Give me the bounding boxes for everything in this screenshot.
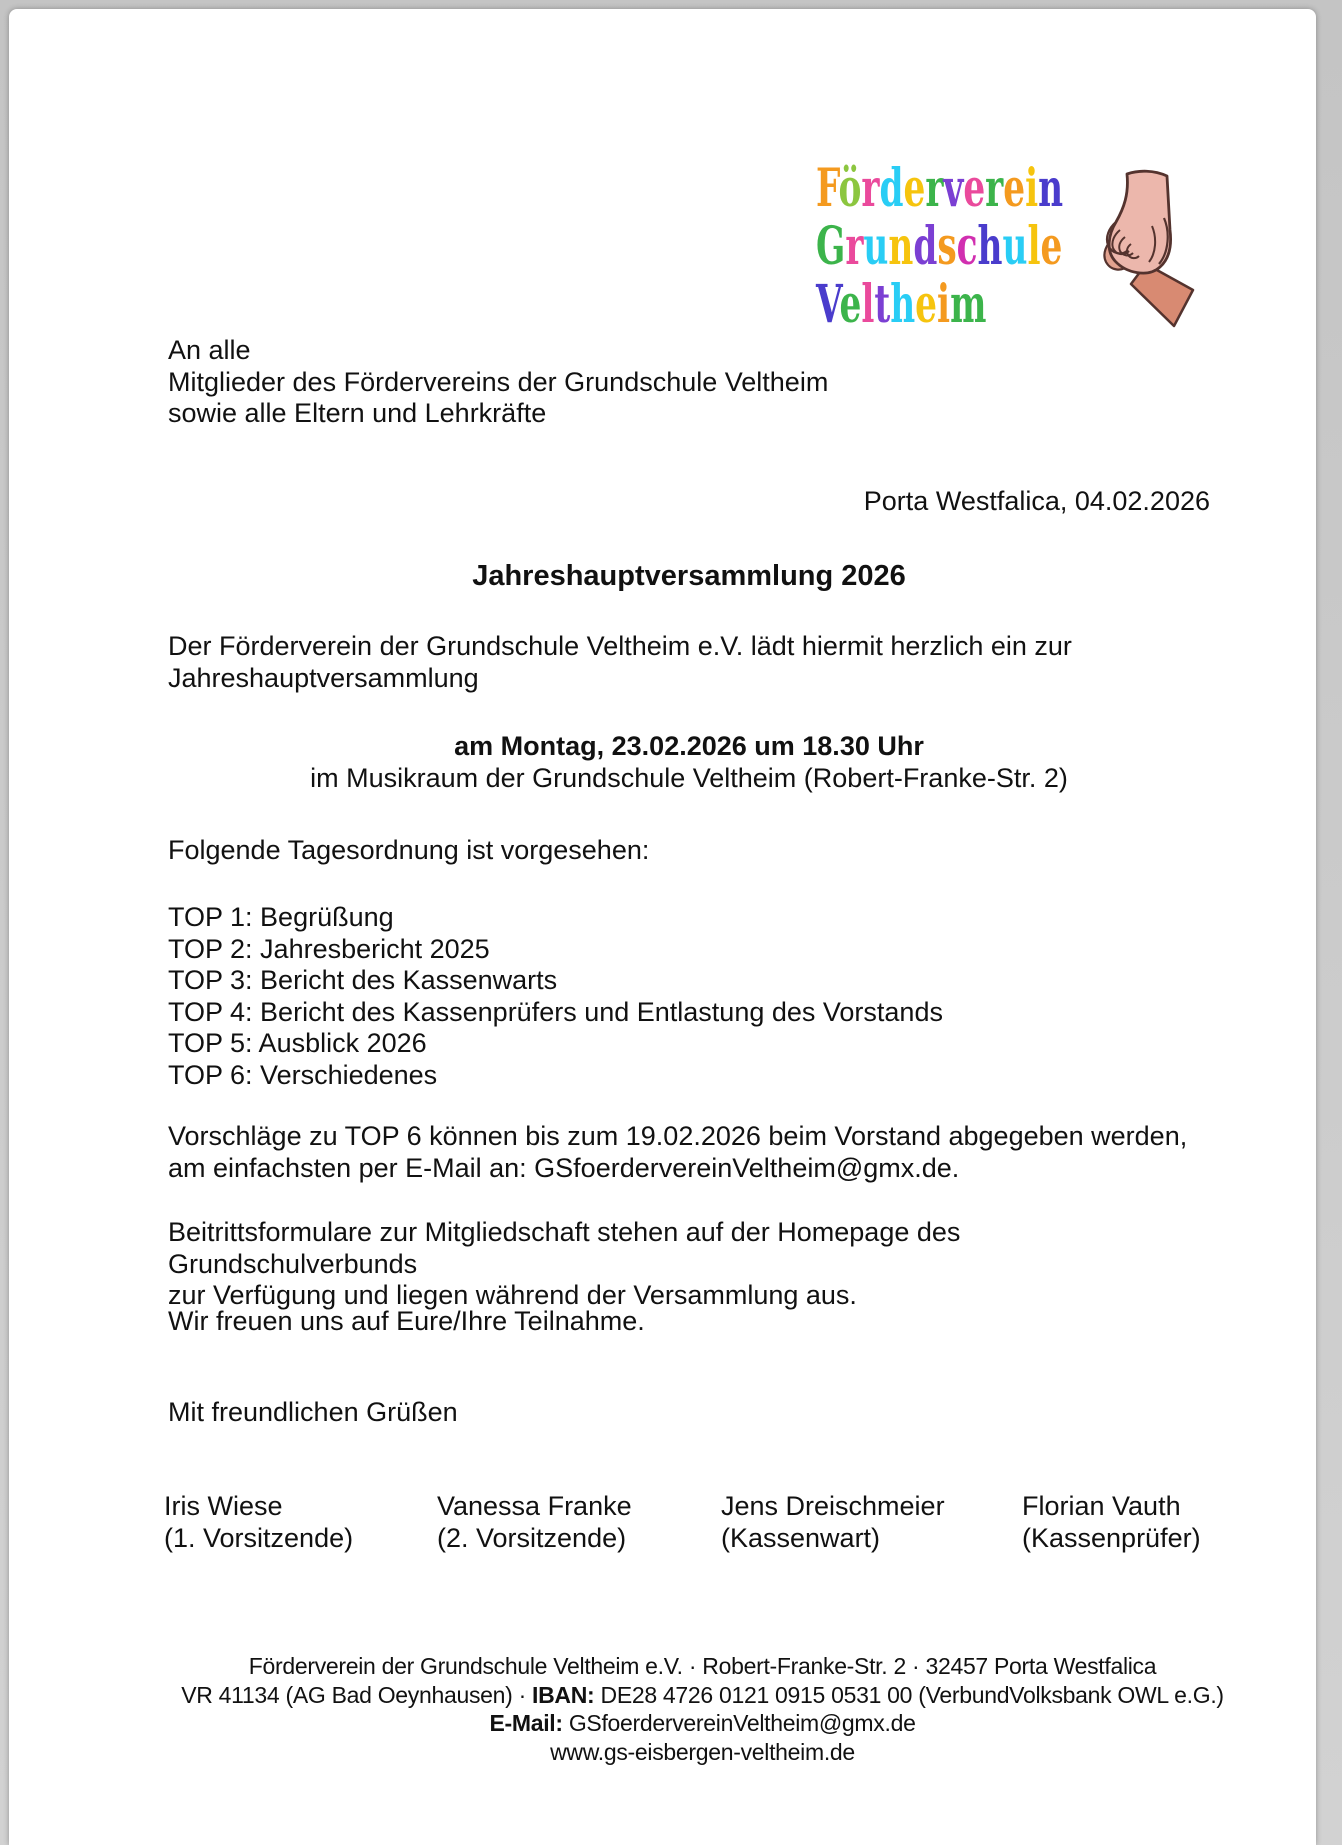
agenda-list — [168, 902, 1210, 1091]
agenda-item-top4: TOP 4: Bericht des Kassenprüfers und Entlastung des Vorstands — [168, 996, 943, 1027]
signature-iris-wiese — [164, 1491, 353, 1554]
letter-footer — [129, 1652, 1276, 1766]
signature-row — [9, 1491, 1316, 1561]
agenda-item-top5: TOP 5: Ausblick 2026 — [168, 1028, 427, 1058]
footer-address-line: Förderverein der Grundschule Veltheim e.V. · Robert-Franke-Str. 2 · 32457 Porta Westfalica — [248, 1653, 1157, 1679]
recipient-line: An alle — [168, 335, 251, 365]
footer-website: www.gs-eisbergen-veltheim.de — [550, 1738, 855, 1765]
footer-register-text: VR 41134 (AG Bad Oeynhausen) · — [181, 1681, 533, 1708]
membership-line: Beitrittsformulare zur Mitgliedschaft stehen auf der Homepage des Grundschulverbunds — [168, 1217, 961, 1279]
closing-line: Mit freundlichen Grüßen — [168, 1397, 458, 1427]
document-page — [9, 9, 1316, 1845]
proposals-paragraph — [168, 1121, 1210, 1184]
intro-line: Jahreshauptversammlung — [168, 662, 479, 693]
attendance-line: Wir freuen uns auf Eure/Ihre Teilnahme. — [168, 1306, 645, 1336]
holding-hands-icon — [1100, 160, 1212, 330]
signature-role: (2. Vorsitzende) — [437, 1522, 627, 1553]
signature-name: Florian Vauth — [1022, 1491, 1181, 1521]
signature-vanessa-franke — [437, 1491, 632, 1554]
meeting-location: im Musikraum der Grundschule Veltheim (Robert-Franke-Str. 2) — [310, 762, 1068, 793]
membership-line: zur Verfügung und liegen während der Versammlung aus. — [168, 1280, 857, 1310]
logo-line-veltheim: Veltheim — [815, 274, 986, 335]
footer-email-value: GSfoerdervereinVeltheim@gmx.de — [562, 1710, 916, 1736]
agenda-intro: Folgende Tagesordnung ist vorgesehen: — [168, 835, 650, 865]
agenda-item-top1: TOP 1: Begrüßung — [168, 902, 394, 932]
agenda-item-top2: TOP 2: Jahresbericht 2025 — [168, 933, 490, 964]
dateline: Porta Westfalica, 04.02.2026 — [863, 486, 1210, 516]
signature-role: (Kassenprüfer) — [1022, 1522, 1201, 1553]
intro-paragraph — [168, 631, 1210, 694]
footer-iban-label: IBAN: — [532, 1681, 595, 1708]
agenda-item-top3: TOP 3: Bericht des Kassenwarts — [168, 965, 558, 995]
logo-line-grundschule: Grundschule — [815, 216, 1062, 277]
footer-email-label: E-Mail: — [489, 1710, 563, 1736]
membership-paragraph — [168, 1217, 1210, 1312]
meeting-block — [168, 731, 1210, 794]
signature-florian-vauth — [1022, 1491, 1201, 1554]
proposals-line: Vorschläge zu TOP 6 können bis zum 19.02.2026 beim Vorstand abgegeben werden, — [168, 1121, 1188, 1151]
signature-name: Jens Dreischmeier — [721, 1491, 945, 1521]
recipient-block — [168, 335, 1210, 430]
logo-line-foerderverein: Förderverein — [815, 158, 1063, 219]
footer-iban-value: DE28 4726 0121 0915 0531 00 (VerbundVolksbank OWL e.G.) — [594, 1681, 1224, 1708]
signature-role: (1. Vorsitzende) — [164, 1522, 354, 1553]
footer-register-iban-line — [129, 1681, 1276, 1710]
signature-jens-dreischmeier — [721, 1491, 945, 1554]
agenda-item-top6: TOP 6: Verschiedenes — [168, 1059, 438, 1090]
signature-name: Iris Wiese — [164, 1491, 283, 1521]
recipient-line: sowie alle Eltern und Lehrkräfte — [168, 398, 547, 428]
recipient-line: Mitglieder des Fördervereins der Grundschule Veltheim — [168, 366, 829, 397]
proposals-line: am einfachsten per E-Mail an: GSfoerdervereinVeltheim@gmx.de. — [168, 1152, 960, 1183]
signature-role: (Kassenwart) — [721, 1522, 881, 1553]
signature-name: Vanessa Franke — [437, 1491, 632, 1521]
page-title: Jahreshauptversammlung 2026 — [472, 560, 906, 592]
club-logo — [816, 154, 1212, 334]
meeting-datetime: am Montag, 23.02.2026 um 18.30 Uhr — [454, 731, 924, 761]
footer-email-line — [129, 1709, 1276, 1738]
intro-line: Der Förderverein der Grundschule Veltheim e.V. lädt hiermit herzlich ein zur — [168, 631, 1072, 661]
